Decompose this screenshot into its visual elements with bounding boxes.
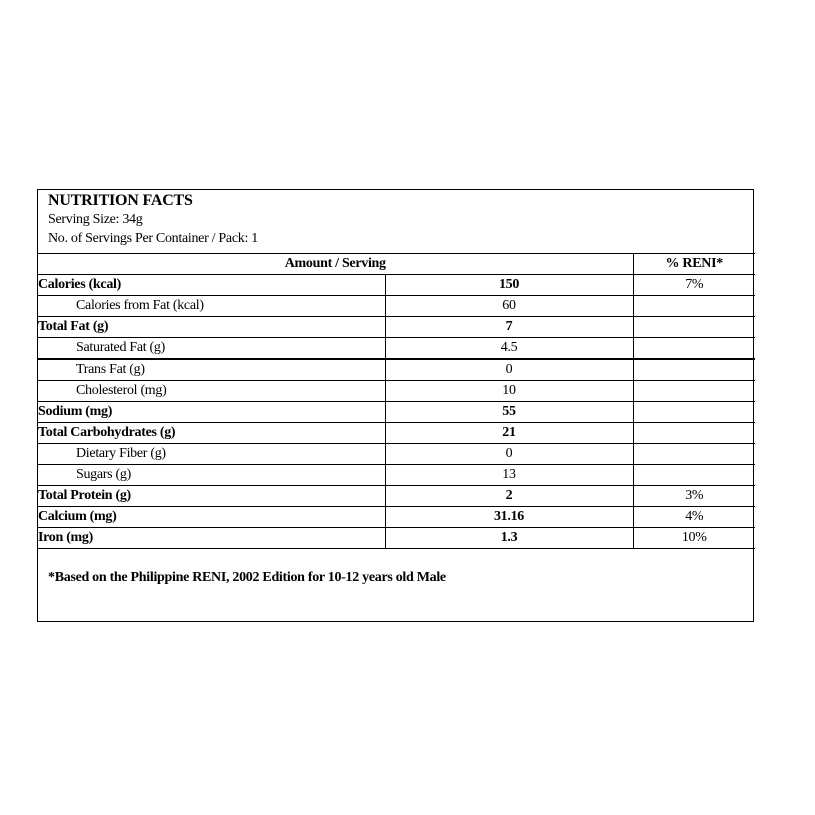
table-row — [38, 275, 755, 296]
nutrient-amount: 4.5 — [385, 338, 633, 360]
nutrient-name: Dietary Fiber (g) — [38, 444, 385, 465]
nutrient-amount: 21 — [385, 423, 633, 444]
nutrient-name: Total Fat (g) — [38, 317, 385, 338]
nutrient-reni: 4% — [633, 507, 755, 528]
nutrient-reni: 7% — [633, 275, 755, 296]
nutrient-reni — [633, 402, 755, 423]
nutrition-table — [38, 253, 755, 549]
nutrient-name: Calories (kcal) — [38, 275, 385, 296]
nutrient-amount: 55 — [385, 402, 633, 423]
nutrient-amount: 2 — [385, 486, 633, 507]
nutrient-amount: 13 — [385, 465, 633, 486]
table-row — [38, 507, 755, 528]
nutrition-title: NUTRITION FACTS — [48, 192, 193, 209]
table-row — [38, 528, 755, 549]
nutrient-reni — [633, 296, 755, 317]
nutrient-amount: 31.16 — [385, 507, 633, 528]
nutrient-name: Calcium (mg) — [38, 507, 385, 528]
nutrient-amount: 60 — [385, 296, 633, 317]
nutrient-name: Trans Fat (g) — [38, 359, 385, 381]
nutrient-reni: 10% — [633, 528, 755, 549]
nutrient-reni — [633, 381, 755, 402]
nutrient-reni — [633, 444, 755, 465]
nutrition-header — [38, 190, 753, 253]
nutrient-reni — [633, 465, 755, 486]
table-header-row — [38, 254, 755, 275]
table-row — [38, 423, 755, 444]
nutrient-reni: 3% — [633, 486, 755, 507]
reni-header: % RENI* — [633, 254, 755, 275]
nutrient-name: Sugars (g) — [38, 465, 385, 486]
servings-per-container: No. of Servings Per Container / Pack: 1 — [48, 231, 258, 246]
nutrient-name: Sodium (mg) — [38, 402, 385, 423]
nutrient-reni — [633, 359, 755, 381]
nutrient-amount: 0 — [385, 444, 633, 465]
nutrient-amount: 0 — [385, 359, 633, 381]
nutrient-amount: 10 — [385, 381, 633, 402]
nutrient-name: Total Carbohydrates (g) — [38, 423, 385, 444]
table-row — [38, 402, 755, 423]
table-row — [38, 359, 755, 381]
nutrient-amount: 150 — [385, 275, 633, 296]
nutrient-amount: 1.3 — [385, 528, 633, 549]
table-row — [38, 465, 755, 486]
nutrient-name: Iron (mg) — [38, 528, 385, 549]
nutrient-amount: 7 — [385, 317, 633, 338]
nutrient-reni — [633, 423, 755, 444]
table-row — [38, 444, 755, 465]
nutrient-name: Total Protein (g) — [38, 486, 385, 507]
table-row — [38, 317, 755, 338]
table-row — [38, 338, 755, 360]
table-row — [38, 486, 755, 507]
amount-per-serving-header: Amount / Serving — [38, 254, 633, 275]
table-row — [38, 296, 755, 317]
table-row — [38, 381, 755, 402]
nutrient-reni — [633, 338, 755, 360]
nutrient-name: Cholesterol (mg) — [38, 381, 385, 402]
nutrient-reni — [633, 317, 755, 338]
nutrient-name: Calories from Fat (kcal) — [38, 296, 385, 317]
serving-size: Serving Size: 34g — [48, 212, 143, 227]
footnote: *Based on the Philippine RENI, 2002 Edition for 10-12 years old Male — [48, 570, 446, 585]
nutrition-facts-panel — [37, 189, 754, 622]
nutrient-name: Saturated Fat (g) — [38, 338, 385, 360]
nutrient-rows — [38, 275, 755, 549]
